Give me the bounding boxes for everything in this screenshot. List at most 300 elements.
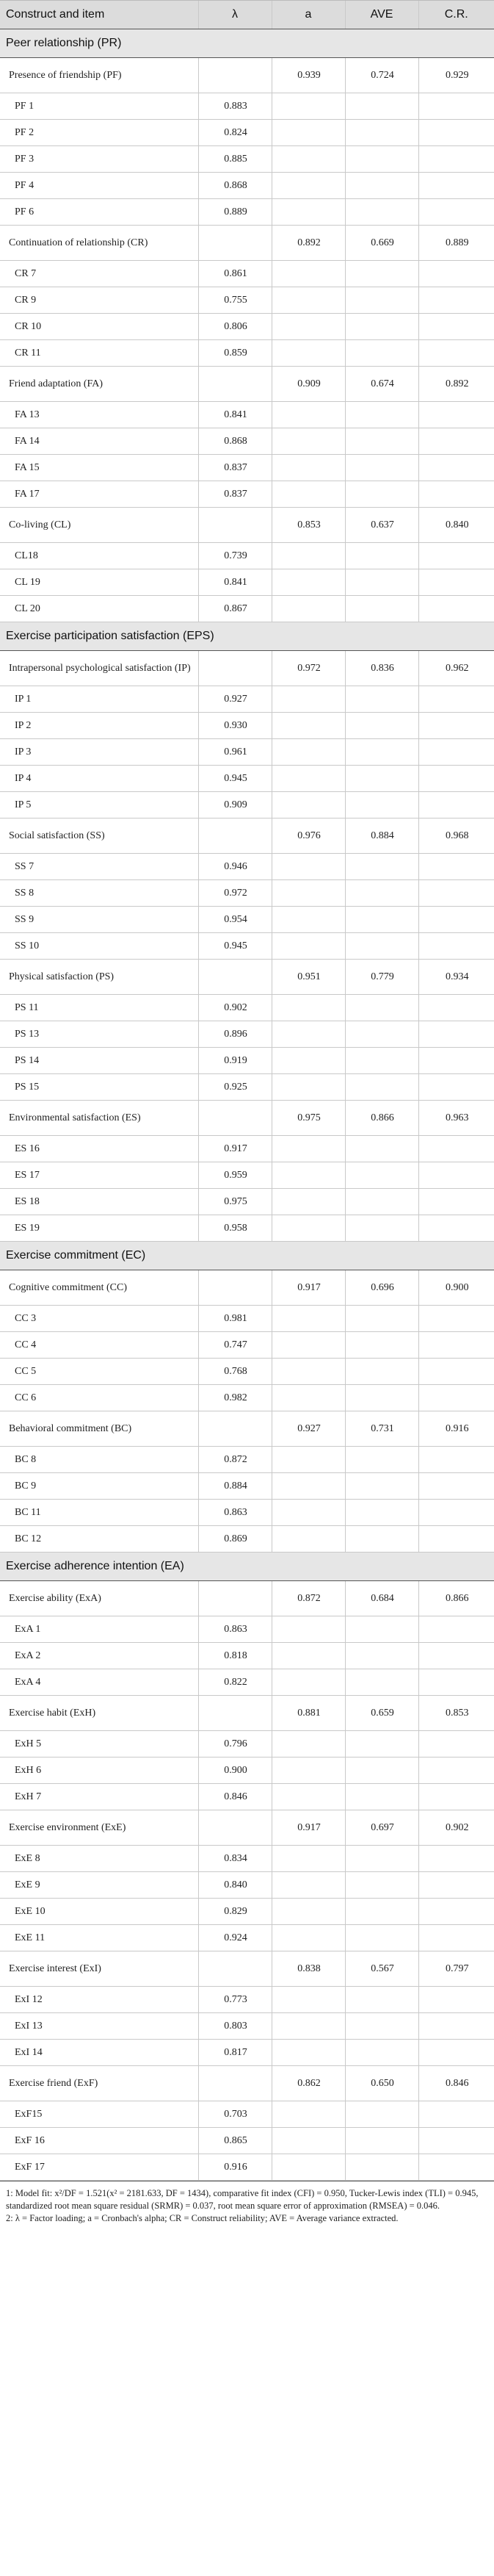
construct-lambda xyxy=(198,819,272,854)
item-name: ExF 16 xyxy=(0,2128,198,2154)
item-lambda: 0.869 xyxy=(198,1526,272,1553)
item-cr xyxy=(418,1846,494,1872)
item-alpha xyxy=(272,120,345,146)
item-name: IP 1 xyxy=(0,686,198,713)
item-name: PS 13 xyxy=(0,1021,198,1048)
item-lambda: 0.959 xyxy=(198,1162,272,1189)
section-title: Exercise commitment (EC) xyxy=(0,1242,494,1270)
header-ave: AVE xyxy=(345,1,418,29)
item-lambda: 0.840 xyxy=(198,1872,272,1899)
item-name: PS 11 xyxy=(0,995,198,1021)
item-cr xyxy=(418,2013,494,2040)
item-ave xyxy=(345,569,418,596)
item-lambda: 0.837 xyxy=(198,481,272,508)
item-cr xyxy=(418,1447,494,1473)
item-name: ES 18 xyxy=(0,1189,198,1215)
item-alpha xyxy=(272,199,345,226)
item-cr xyxy=(418,1616,494,1643)
construct-cr: 0.929 xyxy=(418,58,494,93)
item-alpha xyxy=(272,1215,345,1242)
item-name: ExH 5 xyxy=(0,1731,198,1757)
item-cr xyxy=(418,933,494,960)
construct-name: Exercise interest (ExI) xyxy=(0,1951,198,1987)
item-lambda: 0.930 xyxy=(198,713,272,739)
item-ave xyxy=(345,1784,418,1810)
item-row xyxy=(0,713,494,739)
item-lambda: 0.961 xyxy=(198,739,272,766)
item-ave xyxy=(345,1048,418,1074)
construct-row xyxy=(0,58,494,93)
item-lambda: 0.945 xyxy=(198,766,272,792)
item-cr xyxy=(418,2040,494,2066)
item-row xyxy=(0,1987,494,2013)
item-row xyxy=(0,1526,494,1553)
item-alpha xyxy=(272,340,345,367)
item-lambda: 0.739 xyxy=(198,543,272,569)
construct-name: Social satisfaction (SS) xyxy=(0,819,198,854)
construct-row xyxy=(0,1696,494,1731)
construct-alpha: 0.909 xyxy=(272,367,345,402)
section-title: Exercise participation satisfaction (EPS) xyxy=(0,622,494,651)
construct-lambda xyxy=(198,651,272,686)
footnote-abbreviations: 2: λ = Factor loading; a = Cronbach's alpha; CR = Construct reliability; AVE = Average variance extracted. xyxy=(6,2213,399,2223)
item-alpha xyxy=(272,907,345,933)
item-alpha xyxy=(272,287,345,314)
construct-ave: 0.697 xyxy=(345,1810,418,1846)
item-name: ExF 17 xyxy=(0,2154,198,2181)
item-row xyxy=(0,1846,494,1872)
item-cr xyxy=(418,1473,494,1500)
construct-cr: 0.900 xyxy=(418,1270,494,1306)
construct-name: Intrapersonal psychological satisfaction (IP) xyxy=(0,651,198,686)
item-row xyxy=(0,261,494,287)
item-ave xyxy=(345,933,418,960)
item-cr xyxy=(418,1215,494,1242)
item-ave xyxy=(345,1136,418,1162)
item-name: CR 7 xyxy=(0,261,198,287)
item-ave xyxy=(345,402,418,428)
construct-alpha: 0.892 xyxy=(272,226,345,261)
item-lambda: 0.909 xyxy=(198,792,272,819)
item-lambda: 0.981 xyxy=(198,1306,272,1332)
item-cr xyxy=(418,93,494,120)
construct-lambda xyxy=(198,1810,272,1846)
header-row xyxy=(0,1,494,29)
item-ave xyxy=(345,428,418,455)
item-row xyxy=(0,1872,494,1899)
item-row xyxy=(0,1215,494,1242)
item-name: FA 13 xyxy=(0,402,198,428)
header-alpha: a xyxy=(272,1,345,29)
item-cr xyxy=(418,792,494,819)
item-alpha xyxy=(272,1048,345,1074)
item-row xyxy=(0,1669,494,1696)
item-row xyxy=(0,1500,494,1526)
item-alpha xyxy=(272,1500,345,1526)
item-lambda: 0.834 xyxy=(198,1846,272,1872)
item-lambda: 0.925 xyxy=(198,1074,272,1101)
header-construct: Construct and item xyxy=(0,1,198,29)
item-cr xyxy=(418,1784,494,1810)
construct-row xyxy=(0,1951,494,1987)
item-name: ExA 4 xyxy=(0,1669,198,1696)
item-lambda: 0.865 xyxy=(198,2128,272,2154)
item-ave xyxy=(345,1162,418,1189)
item-ave xyxy=(345,1987,418,2013)
item-cr xyxy=(418,907,494,933)
item-name: CL18 xyxy=(0,543,198,569)
item-lambda: 0.863 xyxy=(198,1616,272,1643)
item-lambda: 0.954 xyxy=(198,907,272,933)
item-name: ES 16 xyxy=(0,1136,198,1162)
section-row xyxy=(0,29,494,58)
item-lambda: 0.868 xyxy=(198,428,272,455)
item-ave xyxy=(345,1925,418,1951)
item-row xyxy=(0,596,494,622)
construct-alpha: 0.939 xyxy=(272,58,345,93)
item-ave xyxy=(345,340,418,367)
item-cr xyxy=(418,1074,494,1101)
item-cr xyxy=(418,2101,494,2128)
item-row xyxy=(0,1447,494,1473)
item-name: PF 3 xyxy=(0,146,198,173)
item-row xyxy=(0,314,494,340)
item-ave xyxy=(345,1473,418,1500)
item-row xyxy=(0,907,494,933)
item-ave xyxy=(345,2040,418,2066)
construct-name: Exercise environment (ExE) xyxy=(0,1810,198,1846)
construct-alpha: 0.972 xyxy=(272,651,345,686)
item-lambda: 0.889 xyxy=(198,199,272,226)
item-alpha xyxy=(272,1359,345,1385)
item-ave xyxy=(345,146,418,173)
item-alpha xyxy=(272,1784,345,1810)
item-ave xyxy=(345,713,418,739)
section-title: Exercise adherence intention (EA) xyxy=(0,1553,494,1581)
item-ave xyxy=(345,854,418,880)
construct-alpha: 0.951 xyxy=(272,960,345,995)
item-name: PF 1 xyxy=(0,93,198,120)
item-cr xyxy=(418,287,494,314)
construct-ave: 0.884 xyxy=(345,819,418,854)
construct-name: Behavioral commitment (BC) xyxy=(0,1411,198,1447)
item-lambda: 0.924 xyxy=(198,1925,272,1951)
item-lambda: 0.917 xyxy=(198,1136,272,1162)
item-lambda: 0.896 xyxy=(198,1021,272,1048)
construct-row xyxy=(0,1411,494,1447)
item-row xyxy=(0,854,494,880)
item-lambda: 0.872 xyxy=(198,1447,272,1473)
item-cr xyxy=(418,1136,494,1162)
item-lambda: 0.945 xyxy=(198,933,272,960)
item-name: ExI 13 xyxy=(0,2013,198,2040)
item-cr xyxy=(418,1987,494,2013)
construct-name: Co-living (CL) xyxy=(0,508,198,543)
construct-alpha: 0.917 xyxy=(272,1810,345,1846)
construct-cr: 0.889 xyxy=(418,226,494,261)
item-ave xyxy=(345,2101,418,2128)
item-name: BC 9 xyxy=(0,1473,198,1500)
item-name: ExE 10 xyxy=(0,1899,198,1925)
item-cr xyxy=(418,1643,494,1669)
item-alpha xyxy=(272,880,345,907)
item-lambda: 0.796 xyxy=(198,1731,272,1757)
item-name: BC 8 xyxy=(0,1447,198,1473)
item-name: CR 9 xyxy=(0,287,198,314)
item-name: PS 15 xyxy=(0,1074,198,1101)
item-row xyxy=(0,1784,494,1810)
item-row xyxy=(0,481,494,508)
item-cr xyxy=(418,739,494,766)
item-lambda: 0.841 xyxy=(198,402,272,428)
construct-cr: 0.902 xyxy=(418,1810,494,1846)
item-row xyxy=(0,1925,494,1951)
construct-ave: 0.567 xyxy=(345,1951,418,1987)
item-cr xyxy=(418,766,494,792)
construct-alpha: 0.862 xyxy=(272,2066,345,2101)
item-cr xyxy=(418,1162,494,1189)
item-row xyxy=(0,340,494,367)
item-cr xyxy=(418,1021,494,1048)
item-alpha xyxy=(272,1447,345,1473)
item-name: FA 17 xyxy=(0,481,198,508)
item-name: PF 2 xyxy=(0,120,198,146)
item-alpha xyxy=(272,1643,345,1669)
item-ave xyxy=(345,1643,418,1669)
item-lambda: 0.803 xyxy=(198,2013,272,2040)
item-lambda: 0.755 xyxy=(198,287,272,314)
item-name: IP 4 xyxy=(0,766,198,792)
item-ave xyxy=(345,1215,418,1242)
item-alpha xyxy=(272,1074,345,1101)
item-cr xyxy=(418,402,494,428)
construct-ave: 0.731 xyxy=(345,1411,418,1447)
item-row xyxy=(0,146,494,173)
item-alpha xyxy=(272,1731,345,1757)
construct-row xyxy=(0,651,494,686)
item-ave xyxy=(345,261,418,287)
item-alpha xyxy=(272,543,345,569)
item-ave xyxy=(345,792,418,819)
item-lambda: 0.837 xyxy=(198,455,272,481)
construct-cr: 0.853 xyxy=(418,1696,494,1731)
construct-lambda xyxy=(198,367,272,402)
construct-cr: 0.840 xyxy=(418,508,494,543)
item-ave xyxy=(345,880,418,907)
construct-lambda xyxy=(198,1101,272,1136)
construct-ave: 0.724 xyxy=(345,58,418,93)
item-alpha xyxy=(272,1669,345,1696)
item-alpha xyxy=(272,1162,345,1189)
item-lambda: 0.902 xyxy=(198,995,272,1021)
item-cr xyxy=(418,2128,494,2154)
item-name: IP 2 xyxy=(0,713,198,739)
item-ave xyxy=(345,1359,418,1385)
item-ave xyxy=(345,1021,418,1048)
item-ave xyxy=(345,173,418,199)
construct-ave: 0.659 xyxy=(345,1696,418,1731)
item-ave xyxy=(345,1731,418,1757)
item-ave xyxy=(345,1189,418,1215)
item-cr xyxy=(418,428,494,455)
construct-row xyxy=(0,1101,494,1136)
construct-alpha: 0.975 xyxy=(272,1101,345,1136)
item-alpha xyxy=(272,1306,345,1332)
item-name: IP 3 xyxy=(0,739,198,766)
item-lambda: 0.806 xyxy=(198,314,272,340)
item-name: CL 19 xyxy=(0,569,198,596)
item-alpha xyxy=(272,1616,345,1643)
item-lambda: 0.884 xyxy=(198,1473,272,1500)
item-alpha xyxy=(272,455,345,481)
construct-lambda xyxy=(198,58,272,93)
item-alpha xyxy=(272,2040,345,2066)
item-row xyxy=(0,1074,494,1101)
item-alpha xyxy=(272,1872,345,1899)
item-row xyxy=(0,1189,494,1215)
item-name: ExH 6 xyxy=(0,1757,198,1784)
item-name: ExE 9 xyxy=(0,1872,198,1899)
item-ave xyxy=(345,1526,418,1553)
item-name: IP 5 xyxy=(0,792,198,819)
item-alpha xyxy=(272,1987,345,2013)
footnote-model-fit: 1: Model fit: x²/DF = 1.521(x² = 2181.633, DF = 1434), comparative fit index (CFI) = 0.950, Tucker-Lewis index (TLI) = 0.945, standardized root mean square residual (SRMR) = 0.037, root mean square error of approximation (RMSEA) = 0.046. xyxy=(6,2188,479,2211)
construct-cr: 0.962 xyxy=(418,651,494,686)
item-lambda: 0.846 xyxy=(198,1784,272,1810)
item-lambda: 0.703 xyxy=(198,2101,272,2128)
item-alpha xyxy=(272,2013,345,2040)
item-cr xyxy=(418,1757,494,1784)
construct-name: Friend adaptation (FA) xyxy=(0,367,198,402)
construct-cr: 0.916 xyxy=(418,1411,494,1447)
item-row xyxy=(0,2128,494,2154)
item-ave xyxy=(345,907,418,933)
construct-ave: 0.637 xyxy=(345,508,418,543)
item-cr xyxy=(418,1359,494,1385)
item-ave xyxy=(345,314,418,340)
item-name: ExE 8 xyxy=(0,1846,198,1872)
item-name: SS 9 xyxy=(0,907,198,933)
item-name: BC 11 xyxy=(0,1500,198,1526)
item-cr xyxy=(418,1899,494,1925)
item-lambda: 0.841 xyxy=(198,569,272,596)
construct-name: Presence of friendship (PF) xyxy=(0,58,198,93)
construct-cr: 0.846 xyxy=(418,2066,494,2101)
item-ave xyxy=(345,1074,418,1101)
item-ave xyxy=(345,1846,418,1872)
item-cr xyxy=(418,713,494,739)
construct-lambda xyxy=(198,960,272,995)
item-alpha xyxy=(272,686,345,713)
item-row xyxy=(0,2013,494,2040)
item-alpha xyxy=(272,2154,345,2181)
item-row xyxy=(0,995,494,1021)
item-ave xyxy=(345,1447,418,1473)
item-cr xyxy=(418,1385,494,1411)
item-name: SS 7 xyxy=(0,854,198,880)
construct-lambda xyxy=(198,1951,272,1987)
item-cr xyxy=(418,173,494,199)
item-alpha xyxy=(272,739,345,766)
item-ave xyxy=(345,1306,418,1332)
item-alpha xyxy=(272,1332,345,1359)
item-name: ExE 11 xyxy=(0,1925,198,1951)
item-alpha xyxy=(272,314,345,340)
construct-ave: 0.650 xyxy=(345,2066,418,2101)
item-cr xyxy=(418,569,494,596)
construct-name: Exercise friend (ExF) xyxy=(0,2066,198,2101)
item-cr xyxy=(418,1048,494,1074)
construct-row xyxy=(0,508,494,543)
item-name: ExH 7 xyxy=(0,1784,198,1810)
item-cr xyxy=(418,146,494,173)
item-alpha xyxy=(272,2101,345,2128)
item-row xyxy=(0,1332,494,1359)
item-alpha xyxy=(272,1021,345,1048)
item-lambda: 0.900 xyxy=(198,1757,272,1784)
item-row xyxy=(0,739,494,766)
section-row xyxy=(0,1242,494,1270)
item-lambda: 0.747 xyxy=(198,1332,272,1359)
item-ave xyxy=(345,1332,418,1359)
item-lambda: 0.773 xyxy=(198,1987,272,2013)
item-row xyxy=(0,880,494,907)
item-row xyxy=(0,1136,494,1162)
item-name: ExI 12 xyxy=(0,1987,198,2013)
item-name: PF 6 xyxy=(0,199,198,226)
item-alpha xyxy=(272,402,345,428)
table-body xyxy=(0,29,494,2181)
table-footnotes xyxy=(0,2181,494,2225)
item-name: PF 4 xyxy=(0,173,198,199)
item-name: ExF15 xyxy=(0,2101,198,2128)
construct-name: Continuation of relationship (CR) xyxy=(0,226,198,261)
item-row xyxy=(0,686,494,713)
item-ave xyxy=(345,766,418,792)
item-name: FA 14 xyxy=(0,428,198,455)
item-alpha xyxy=(272,569,345,596)
item-lambda: 0.861 xyxy=(198,261,272,287)
item-cr xyxy=(418,1669,494,1696)
item-ave xyxy=(345,1872,418,1899)
item-row xyxy=(0,93,494,120)
item-cr xyxy=(418,314,494,340)
item-cr xyxy=(418,854,494,880)
item-alpha xyxy=(272,1136,345,1162)
item-alpha xyxy=(272,596,345,622)
construct-cr: 0.963 xyxy=(418,1101,494,1136)
item-lambda: 0.822 xyxy=(198,1669,272,1696)
item-lambda: 0.946 xyxy=(198,854,272,880)
item-alpha xyxy=(272,173,345,199)
item-name: ES 19 xyxy=(0,1215,198,1242)
item-row xyxy=(0,1162,494,1189)
construct-row xyxy=(0,1810,494,1846)
item-alpha xyxy=(272,2128,345,2154)
construct-row xyxy=(0,960,494,995)
construct-cr: 0.866 xyxy=(418,1581,494,1616)
item-ave xyxy=(345,739,418,766)
item-cr xyxy=(418,686,494,713)
construct-ave: 0.696 xyxy=(345,1270,418,1306)
construct-row xyxy=(0,367,494,402)
item-ave xyxy=(345,481,418,508)
item-row xyxy=(0,455,494,481)
item-cr xyxy=(418,2154,494,2181)
item-row xyxy=(0,1731,494,1757)
item-name: CC 3 xyxy=(0,1306,198,1332)
section-title: Peer relationship (PR) xyxy=(0,29,494,58)
